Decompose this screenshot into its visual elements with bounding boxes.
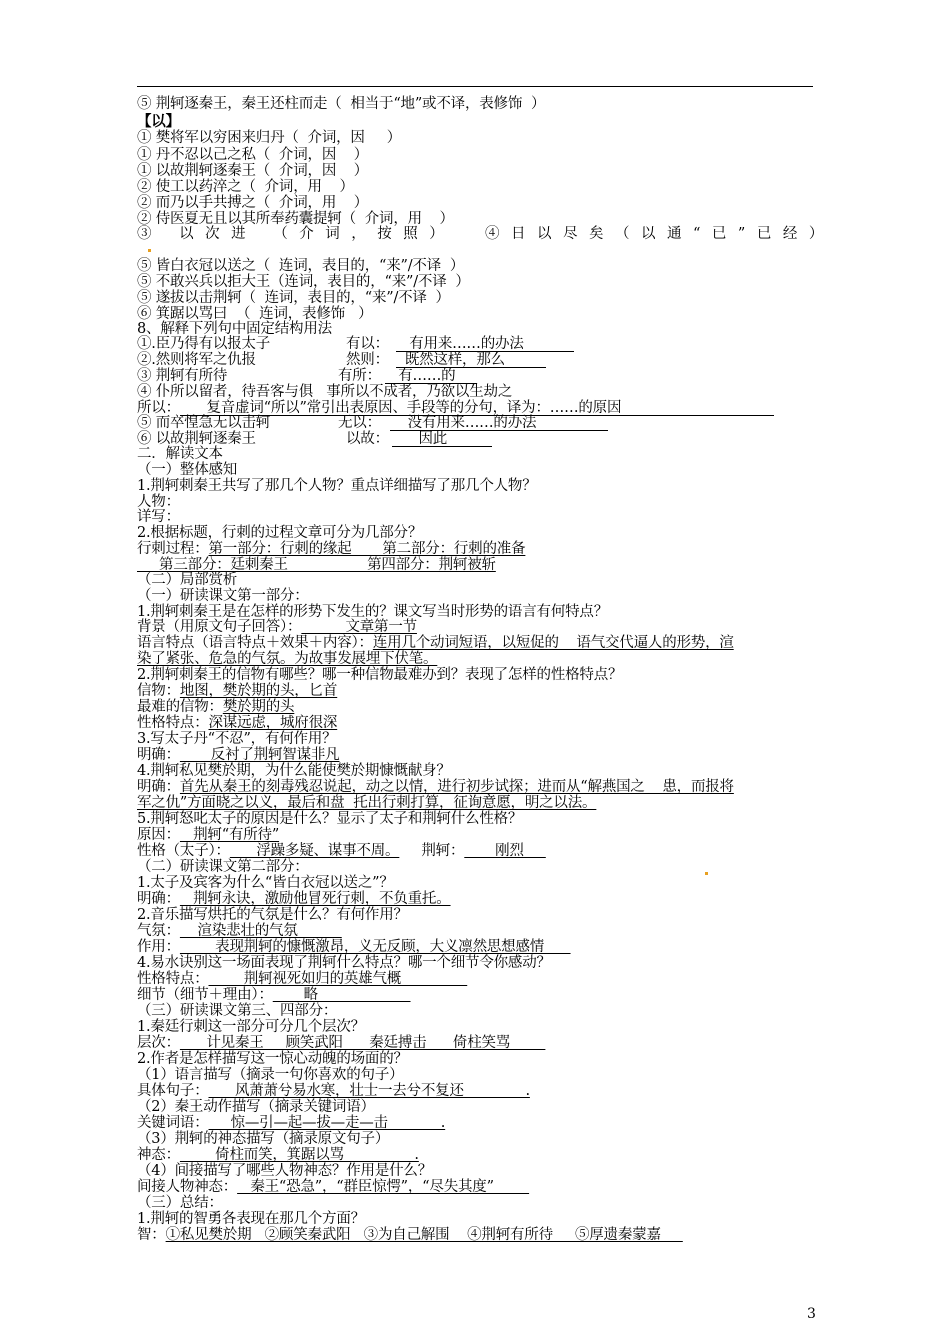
text: 连用几个动词短语，以短促的 语气交代逼人的形势，渲 — [372, 635, 734, 651]
text: 4.易水诀别这一场面表现了荆轲什么特点？哪一个细节令你感动？ — [137, 955, 551, 971]
text: 8、解释下列句中固定结构用法 — [137, 321, 332, 337]
text: 反衬了荆轲智谋非凡 — [179, 747, 340, 763]
line-17c — [385, 367, 477, 384]
text: （三）总结： — [137, 1195, 223, 1211]
text: 神态： — [137, 1147, 180, 1163]
text: （2）秦王动作描写（摘录关键词语） — [137, 1099, 375, 1115]
text: ⑥ 箕踞以骂曰 （ 连词，表修饰 ） — [137, 306, 373, 322]
text: 间接人物神态： — [137, 1179, 238, 1195]
text: 有用来……的办法 — [396, 336, 524, 352]
text: （二）研读课文第二部分： — [137, 859, 309, 875]
text: （1）语言描写（摘录一句你喜欢的句子） — [137, 1067, 404, 1083]
line-21b — [346, 430, 389, 448]
text: 所以： — [137, 400, 180, 416]
text: 气氛： — [137, 923, 180, 939]
text: 荆轲“有所待” — [179, 827, 280, 843]
text: ⑤ 荆轲逐秦王，秦王还柱而走（ 相当于“地”或不译，表修饰 ） — [137, 96, 546, 112]
text: 第三部分：廷刺秦王 第四部分：荆轲被斩 — [137, 557, 496, 573]
text: 2.音乐描写烘托的气氛是什么？有何作用？ — [137, 907, 408, 923]
text: 首先从秦王的刻毒残忍说起，动之以情，进行初步试探；进而从“解燕国之 患，而报将 — [179, 779, 734, 795]
text: 惊—引—起—拔—走—击 . — [208, 1115, 446, 1131]
line-16c — [396, 351, 546, 368]
text: 因此 — [392, 431, 448, 447]
text: 1.荆轲的智勇各表现在那几个方面？ — [137, 1211, 365, 1227]
text: 3.写太子丹“不忍”，有何作用？ — [137, 731, 337, 747]
text: 明确： — [137, 891, 180, 907]
text: ⑥ 以故荆轲逐秦王 — [137, 431, 256, 447]
text: 略 — [272, 987, 411, 1003]
text: ②.然则将军之仇报 — [137, 352, 256, 368]
text: ① 以故荆轲逐秦王（ 介词，因 ） — [137, 163, 369, 179]
line-71 — [137, 1226, 683, 1244]
text: ⑤ 遂拔以击荆轲（ 连词，表目的，“来”/不译 ） — [137, 290, 450, 306]
text: ⑤ 不敢兴兵以拒大王（连词，表目的，“来”/不译 ） — [137, 274, 470, 290]
text: （三）研读课文第三、四部分： — [137, 1003, 338, 1019]
text: 1.荆轲刺秦王是在怎样的形势下发生的？课文写当时形势的语言有何特点？ — [137, 604, 609, 620]
text: 背景（用原文句子回答）： — [137, 619, 302, 635]
line-09a — [137, 225, 455, 243]
text: 明确： — [137, 747, 180, 763]
text: 4.荆轲私见樊於期，为什么能使樊於期慷慨献身？ — [137, 763, 451, 779]
text: 复音虚词“所以”常引出表原因、手段等的分句，译为：……的原因 — [180, 400, 622, 416]
text: 性格特点： — [137, 715, 209, 731]
text: 浮躁多疑、谋事不周。 — [229, 843, 400, 859]
text: ⑤ 皆白衣冠以送之（ 连词，表目的，“来”/不译 ） — [137, 258, 465, 274]
text: 详写： — [137, 509, 180, 525]
stray-mark — [148, 249, 151, 252]
text: 既然这样，那么 — [396, 352, 505, 368]
header-rule — [137, 86, 813, 87]
text: 智： — [137, 1227, 166, 1243]
text: ① 樊将军以穷困来归丹（ 介词，因 ） — [137, 130, 402, 146]
text: 原因： — [137, 827, 180, 843]
text: （4）间接描写了哪些人物神态？作用是什么？ — [137, 1163, 433, 1179]
text: 然则： — [346, 352, 389, 368]
text: 【以】 — [137, 113, 180, 130]
text: 1.秦廷行刺这一部分可分几个层次？ — [137, 1019, 365, 1035]
text: ①私见樊於期 ②顾笑秦武阳 ③为自己解围 ④荆轲有所待 ⑤厚遗秦蒙嘉 — [165, 1227, 683, 1243]
text: 2.根据标题，行刺的过程文章可分为几部分？ — [137, 525, 423, 541]
line-01 — [137, 95, 545, 113]
text: 1.太子及宾客为什么“皆白衣冠以送之”？ — [137, 875, 394, 891]
line-24 — [137, 477, 537, 495]
text: ③ 以次进 （介词，按照） — [137, 226, 456, 242]
text: 樊於期的头 — [222, 699, 295, 715]
text: 性格特点： — [137, 971, 209, 987]
text: 明确： — [137, 779, 180, 795]
text: 无以： — [338, 415, 381, 431]
text: 细节（细节＋理由）： — [137, 987, 273, 1003]
text: 荆轲： — [399, 843, 465, 859]
text: 渲染悲壮的气氛 — [179, 923, 342, 939]
text: 2.作者是怎样描写这一惊心动魄的场面的？ — [137, 1051, 408, 1067]
text: 最难的信物： — [137, 699, 223, 715]
text: 秦王“恐急”，“群臣惊愕”，“尽失其度” — [237, 1179, 530, 1195]
text: 第一部分：行刺的缘起 第二部分：行刺的准备 — [208, 541, 526, 557]
text: 人物： — [137, 494, 180, 510]
line-03 — [137, 129, 401, 147]
text: 地图，樊於期的头，匕首 — [179, 683, 338, 699]
line-09b — [485, 225, 835, 243]
text: 倚柱而笑，箕踞以骂 . — [179, 1147, 419, 1163]
text: 军之仇”方面晓之以义，最后和盘 托出行刺打算，征询意愿，明之以法。 — [137, 795, 597, 811]
text: 作用： — [137, 939, 180, 955]
text: 计见秦王 顾笑武阳 秦廷搏击 倚柱笑骂 — [179, 1035, 546, 1051]
text: ④日以尽矣（以通“已”已经） — [485, 226, 835, 242]
text: 有以： — [346, 336, 389, 352]
text: ③ 荆轲有所待 — [137, 368, 228, 384]
text: （3）荆轲的神态描写（摘录原文句子） — [137, 1131, 390, 1147]
text: ⑤ 而卒惶急无以击轲 — [137, 415, 271, 431]
line-15c — [396, 335, 574, 352]
text: （二）局部赏析 — [137, 572, 238, 588]
text: 2.荆轲刺秦王的信物有哪些？哪一种信物最难办到？表现了怎样的性格特点？ — [137, 667, 623, 683]
text: 行刺过程： — [137, 541, 209, 557]
text: 1.荆轲刺秦王共写了那几个人物？重点详细描写了那几个人物？ — [137, 478, 537, 494]
text: 染了紧张、危急的气氛。为故事发展埋下伏笔。 — [137, 651, 438, 667]
text: ①.臣乃得有以报太子 — [137, 336, 271, 352]
line-21c — [392, 430, 492, 447]
text: 荆轲永诀，激励他冒死行刺，不负重托。 — [179, 891, 451, 907]
text: 关键词语： — [137, 1115, 209, 1131]
text: 有所： — [338, 368, 381, 384]
text: 语言特点（语言特点＋效果＋内容）： — [137, 635, 373, 651]
text: 5.荆轲怒叱太子的原因是什么？显示了太子和荆轲什么性格？ — [137, 811, 523, 827]
text: （一）研读课文第一部分： — [137, 588, 309, 604]
text: 表现荆轲的慷慨激昂，义无反顾，大义凛然思想感情 — [179, 939, 571, 955]
text: 深谋远虑，城府很深 — [208, 715, 338, 731]
text: 荆轲视死如归的英雄气概 — [208, 971, 468, 987]
stray-mark — [705, 872, 708, 875]
text: 以故： — [346, 431, 389, 447]
text: 刚烈 — [464, 843, 546, 859]
text: 性格（太子）： — [137, 843, 230, 859]
text: 没有用来……的办法 — [390, 415, 537, 431]
line-20c — [390, 414, 608, 431]
text: （一）整体感知 — [137, 462, 238, 478]
text: ② 使工以药淬之（ 介词，用 ） — [137, 179, 354, 195]
text: 文章第一节 — [301, 619, 417, 635]
text: ① 丹不忍以己之私（ 介词，因 ） — [137, 147, 369, 163]
text: 信物： — [137, 683, 180, 699]
text: 有……的 — [385, 368, 456, 384]
text: 具体句子： — [137, 1083, 209, 1099]
page-number: 3 — [807, 1306, 816, 1322]
text: 风萧萧兮易水寒，壮士一去兮不复还 . — [208, 1083, 530, 1099]
text: ④ 仆所以留者，待吾客与俱 事所以不成者，乃欲以生劫之 — [137, 384, 513, 400]
text: 二．解读文本 — [137, 446, 223, 462]
text: 层次： — [137, 1035, 180, 1051]
text: ② 侍医夏无且以其所奉药囊提轲（ 介词，用 ） — [137, 211, 454, 227]
text: ② 而乃以手共搏之（ 介词，用 ） — [137, 195, 369, 211]
